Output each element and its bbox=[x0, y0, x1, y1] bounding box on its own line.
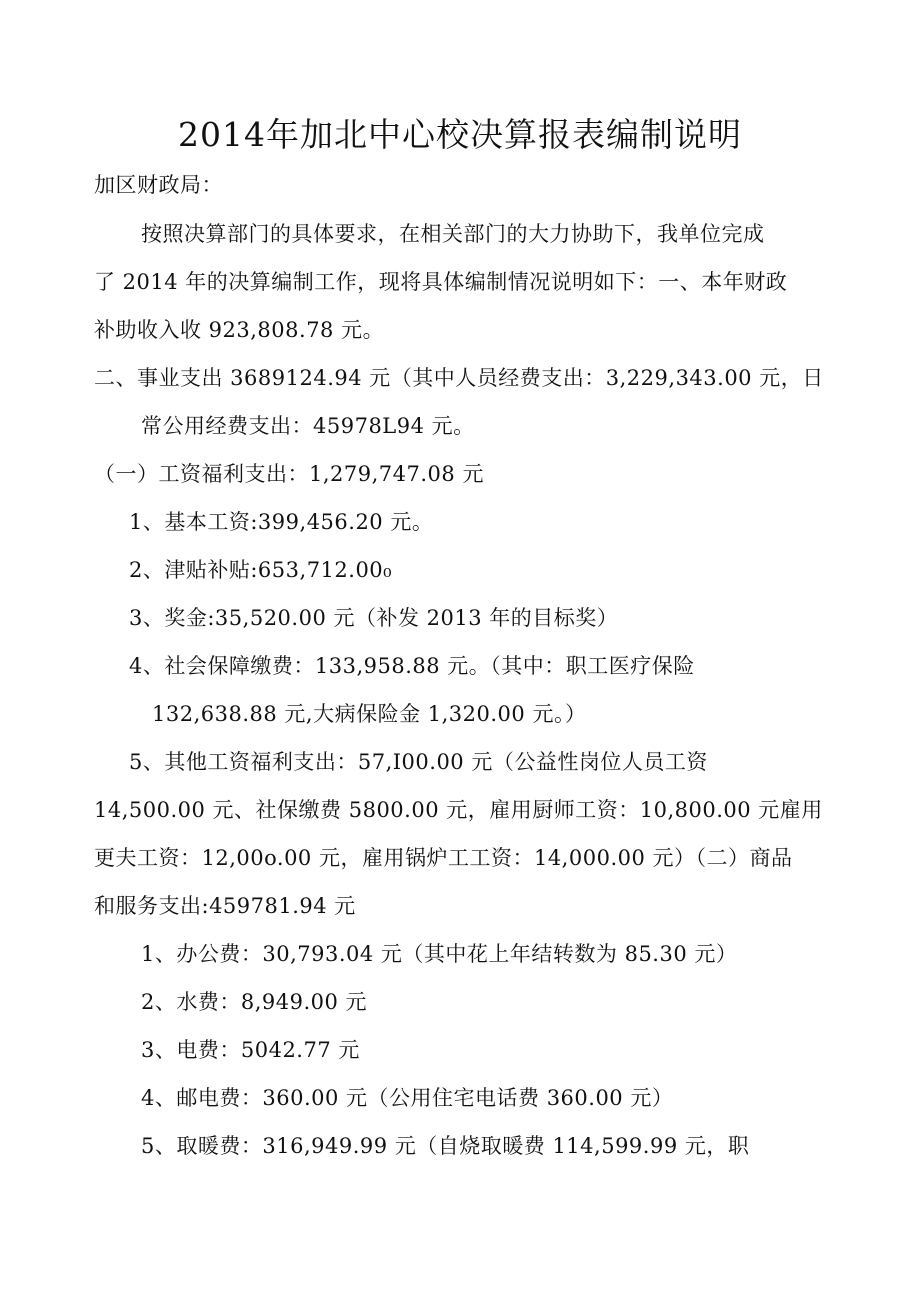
list-item: 4、社会保障缴费：133,958.88 元。（其中：职工医疗保险 bbox=[129, 654, 695, 678]
list-item: 5、取暖费：316,949.99 元（自烧取暖费 114,599.99 元，职 bbox=[141, 1134, 750, 1158]
subsection-heading: （一）工资福利支出：1,279,747.08 元 bbox=[94, 462, 484, 486]
paragraph-line: 了 2014 年的决算编制工作，现将具体编制情况说明如下：一、本年财政 bbox=[94, 270, 788, 294]
list-item: 2、津贴补贴:653,712.00₀ bbox=[129, 558, 393, 582]
paragraph-line: 常公用经费支出：45978L94 元。 bbox=[141, 414, 475, 438]
paragraph-line: 和服务支出:459781.94 元 bbox=[94, 894, 356, 918]
list-item: 3、电费：5042.77 元 bbox=[141, 1038, 360, 1062]
list-item-continuation: 132,638.88 元,大病保险金 1,320.00 元。） bbox=[152, 702, 587, 726]
list-item: 1、办公费：30,793.04 元（其中花上年结转数为 85.30 元） bbox=[141, 942, 738, 966]
section-heading: 二、事业支出 3689124.94 元（其中人员经费支出：3,229,343.00 元，日 bbox=[94, 366, 824, 390]
salutation: 加区财政局： bbox=[94, 173, 223, 197]
list-item: 4、邮电费：360.00 元（公用住宅电话费 360.00 元） bbox=[141, 1086, 674, 1110]
paragraph-line: 更夫工资：12,00o.00 元，雇用锅炉工工资：14,000.00 元）（二）商品 bbox=[94, 846, 793, 870]
paragraph-line: 补助收入收 923,808.78 元。 bbox=[94, 318, 385, 342]
list-item: 1、基本工资:399,456.20 元。 bbox=[129, 510, 434, 534]
list-item: 3、奖金:35,520.00 元（补发 2013 年的目标奖） bbox=[129, 606, 619, 630]
list-item: 5、其他工资福利支出：57,I00.00 元（公益性岗位人员工资 bbox=[129, 750, 708, 774]
document-title: 2014年加北中心校决算报表编制说明 bbox=[178, 115, 742, 154]
list-item: 2、水费：8,949.00 元 bbox=[141, 990, 368, 1014]
paragraph-line: 按照决算部门的具体要求，在相关部门的大力协助下，我单位完成 bbox=[141, 222, 765, 246]
paragraph-line: 14,500.00 元、社保缴费 5800.00 元，雇用厨师工资：10,800.00 元雇用 bbox=[94, 798, 823, 822]
